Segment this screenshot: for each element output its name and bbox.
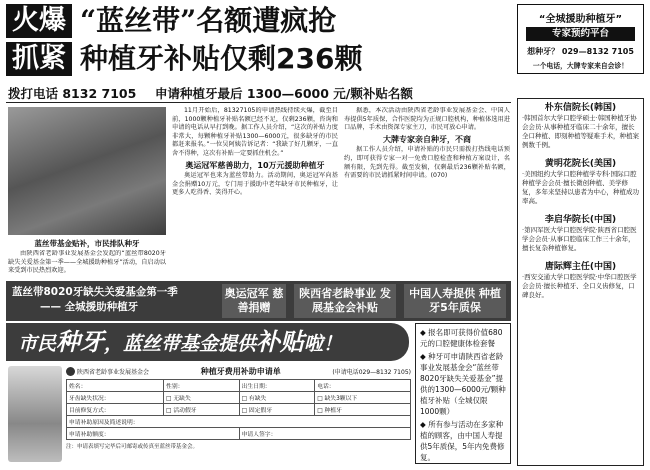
checkbox-removable-denture[interactable]: □ 活动假牙 [164, 404, 240, 416]
form-field-phone[interactable]: 电话： [315, 380, 411, 392]
news-photo [8, 107, 166, 235]
checkbox-has-missing[interactable]: □ 有缺失 [239, 392, 315, 404]
table-row [67, 428, 411, 440]
expert-text: ·韩国首尔大学口腔学硕士·韩国种植牙协会会员·从事种植牙临床二十余年，擅长全口种植、即刻种植等疑难手术，种植案例数千例。 [522, 114, 639, 149]
application-form [66, 366, 411, 464]
headline-count: 236 [276, 42, 335, 75]
form-field-amount[interactable]: 申请补助额度： [67, 428, 240, 440]
expert-sidebar [517, 98, 644, 466]
checkbox-missing-under-3[interactable]: □ 缺失3颗以下 [315, 392, 411, 404]
table-row [67, 416, 411, 428]
checkbox-no-missing[interactable]: □ 无缺失 [164, 392, 240, 404]
booking-platform-box [517, 4, 644, 74]
table-row [67, 380, 411, 392]
subsidy-line: 申请种植牙最后 1300—6000 元/颗补贴名额 [155, 86, 413, 101]
form-label-current-repair: 目前修复方式： [67, 404, 164, 416]
checkbox-implant[interactable]: □ 种植牙 [315, 404, 411, 416]
expert-entry [522, 102, 639, 150]
headline-sub-pre: 种植牙补贴仅剩 [80, 42, 277, 75]
article-col1: 由陕西省老龄事业发展基金会发起的“蓝丝带8020牙缺失关爱基金第一季——全城援助种植牙”活动，自启动以来受到市民热烈欢迎。 [8, 250, 166, 275]
benefit-item: ◆ 种牙可申请陕西省老龄事业发展基金会“蓝丝带8020牙缺失关爱基金”提供的1300—6000元/颗种植牙补贴（全城仅限1000颗） [420, 352, 506, 416]
badge-aging-fund: 陕西省老龄事业 发展基金会补贴 [294, 284, 396, 318]
headline-main: “蓝丝带”名额遭疯抢 [80, 4, 337, 37]
booking-slogan: 一个电话，大牌专家来自会诊！ [532, 62, 629, 70]
expert-entry [522, 214, 639, 253]
form-field-birthdate[interactable]: 出生日期： [239, 380, 315, 392]
badge-insurance-warranty: 中国人寿提供 种植牙5年质保 [404, 284, 506, 318]
checkbox-fixed-denture[interactable]: □ 固定假牙 [239, 404, 315, 416]
expert-title: 李启华院长(中国) [544, 215, 617, 225]
form-field-signature[interactable]: 申请人签字： [239, 428, 410, 440]
expert-title: 唐际辉主任(中国) [544, 262, 617, 272]
article-col3: 据悉，本次活动由陕西省老龄事业发展基金会、中国人寿提供5年质保，合作医院均为正规口腔机构，种植体选用进口品牌，手术由资深专家主刀，市民可放心申请。 大牌专家亲自种牙，不商 据工作人员介绍，申请补贴的市民只需拨打热线电话预约，即可获得专家一对一免费口腔检查和种植方案设计，名额有限，先到先得。截至发稿，仅剩最后236颗补贴名额，有需要的市民请抓紧时间申请。(070) [344, 107, 510, 180]
phone-line: 拨打电话 8132 7105 [8, 86, 137, 101]
form-field-reason[interactable]: 申请补助原因及简述说明： [67, 416, 411, 428]
section-heading-champion: 奥运冠军慈善助力，10万元援助种植牙 [185, 160, 325, 170]
form-title: 种植牙费用补助申请单 [200, 367, 281, 376]
foundation-logo-icon [66, 367, 75, 376]
expert-entry [522, 261, 639, 300]
form-label-missing-status: 牙齿缺失状况： [67, 392, 164, 404]
benefit-item: ◆ 报名即可获得价值680元的口腔健康体检套餐 [420, 328, 503, 348]
expert-title: 朴东信院长(韩国) [544, 103, 617, 113]
booking-hotline: 想种牙？ 029—8132 7105 [527, 47, 634, 56]
banner-text: 市民种牙，蓝丝带基金提供补贴啦！ [18, 327, 343, 356]
form-org: 陕西省老龄事业发展基金会 [77, 369, 150, 376]
expert-text: ·第四军医大学口腔医学院·陕西省口腔医学会会员·从事口腔临床工作三十余年，擅长复杂种植修复。 [522, 226, 637, 252]
badge-olympic-donation: 奥运冠军 慈善捐赠 [222, 284, 286, 318]
benefit-item: ◆ 所有参与活动在多家种植的顾客，由中国人寿提供5年质保，5年内免费修复。 [420, 420, 505, 462]
form-phone: (申请电话029—8132 7105) [332, 369, 411, 376]
expert-title: 黄明花院长(美国) [544, 159, 617, 169]
expert-entry [522, 158, 639, 206]
table-row [67, 392, 411, 404]
benefits-box [415, 323, 511, 464]
form-footer: 注：申请表填写完毕后可邮寄或传真至蓝丝带基金会。 [66, 444, 199, 450]
table-row [67, 404, 411, 416]
campaign-title: 蓝丝带8020牙缺失关爱基金第一季 —— 全城援助种植牙 [12, 286, 178, 313]
booking-subtitle: 专家预约平台 [526, 27, 635, 41]
expert-text: ·美国纽约大学口腔种植学专科·国际口腔种植学会会员·擅长微创种植、美学修复，多年来坚持以患者为中心，种植成功率高。 [522, 170, 639, 205]
elderly-person-photo [8, 366, 62, 462]
article-col2: 11月开始后，81327105的申请热线持续火爆，截至目前，1000颗种植牙补贴名额已经不足，仅剩236颗，咨询和申请的电话从早打到晚。据工作人员介绍，“这次的补贴力度非常大，每颗种植牙补贴1300—6000元，很多缺牙的市民都赶来报名。”一位吴阿姨告诉记者：“我缺了好几颗牙，一直舍不得种，这次有补贴一定要抓住机会。” 奥运冠军慈善助力，10万元援助种植牙 奥运冠军也来为蓝丝带助力。活动期间，奥运冠军向基金会捐赠10万元，专门用于援助中老年缺牙市民种植牙，让更多人吃得香、笑得开心。 [172, 107, 338, 197]
tag-hurry: 抓紧 [6, 42, 72, 76]
booking-title: “全城援助种植牙” [538, 14, 623, 25]
form-field-gender[interactable]: 性别： [164, 380, 240, 392]
form-field-name[interactable]: 姓名： [67, 380, 164, 392]
photo-caption: 蓝丝带基金贴补，市民排队种牙 [34, 239, 140, 248]
article-divider [6, 102, 511, 103]
expert-text: ·西安交通大学口腔医学院·中华口腔医学会会员·擅长种植牙、全口义齿修复，口碑良好。 [522, 273, 637, 299]
headline-sub-post: 颗 [334, 42, 363, 75]
form-table [66, 379, 411, 440]
tag-hot: 火爆 [6, 4, 72, 38]
section-heading-expert: 大牌专家亲自种牙，不商 [383, 134, 471, 144]
headline-sub [80, 42, 362, 76]
